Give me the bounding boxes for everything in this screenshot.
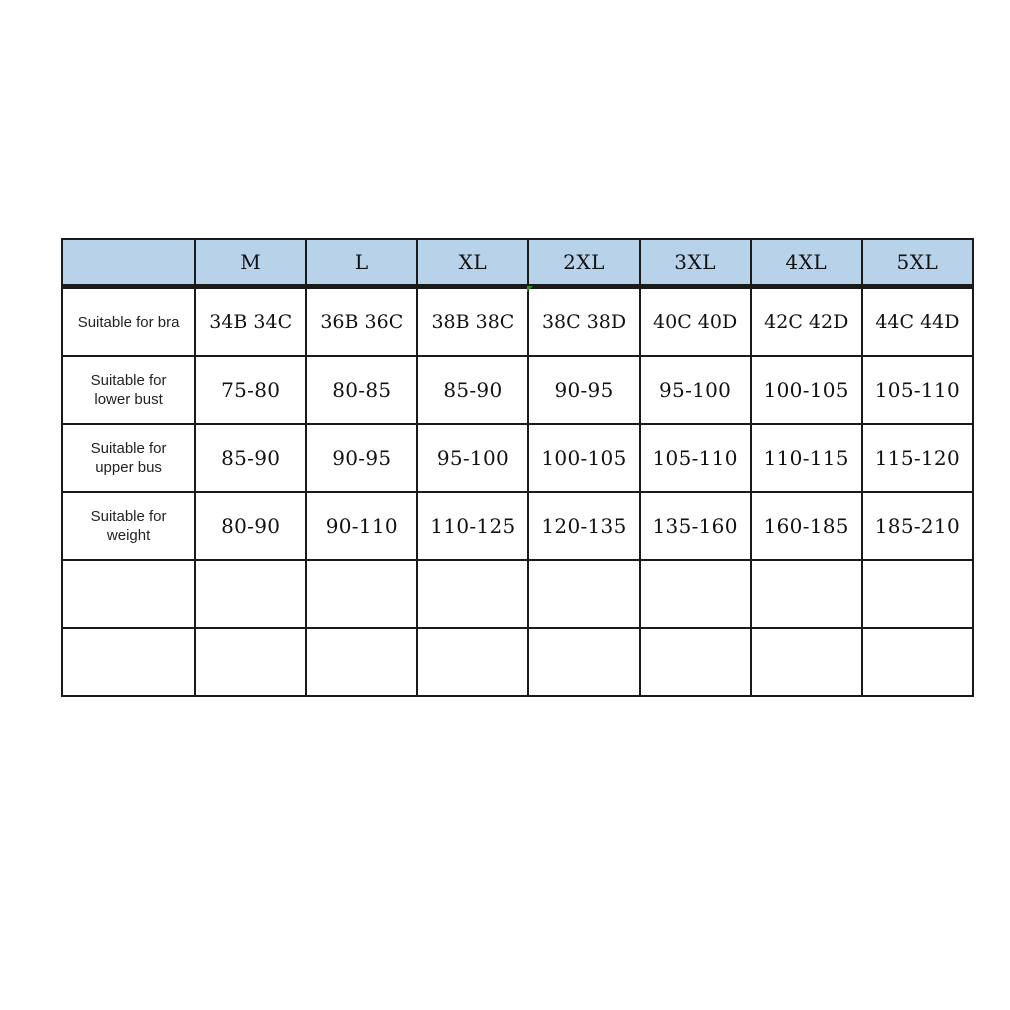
table-cell: 38B 38C [417,287,528,357]
table-cell [862,560,973,628]
table-cell: 100-105 [751,356,862,424]
table-cell: 75-80 [195,356,306,424]
table-cell: 85-90 [417,356,528,424]
row-label-line1: Suitable for [90,508,167,525]
table-cell [417,628,528,696]
table-cell: 40C 40D [640,287,751,357]
table-row-lower-bust [62,356,973,424]
row-label-line2: lower bust [94,391,163,408]
table-cell: 42C 42D [751,287,862,357]
table-row-empty [62,628,973,696]
table-cell: 95-100 [640,356,751,424]
table-row-empty [62,560,973,628]
table-cell [640,560,751,628]
row-label-line2: weight [106,527,151,544]
table-cell: 110-115 [751,424,862,492]
table-row-upper-bust [62,424,973,492]
cell-corner-marker [527,286,533,292]
row-label-line2: upper bus [95,459,162,476]
size-header-xl: XL [417,239,528,287]
row-label-line1: Suitable for [90,372,167,389]
table-cell [862,628,973,696]
row-label-lower-bust [62,356,195,424]
row-label-line1: Suitable for [90,440,167,457]
table-cell: 95-100 [417,424,528,492]
table-cell: 110-125 [417,492,528,560]
table-cell: 36B 36C [306,287,417,357]
table-cell [528,628,639,696]
table-cell: 90-110 [306,492,417,560]
table-cell [195,560,306,628]
table-cell: 90-95 [306,424,417,492]
row-label-empty [62,560,195,628]
row-label-bra [62,287,195,357]
header-row [62,239,973,287]
table-cell [417,560,528,628]
table-cell [195,628,306,696]
row-label-empty [62,628,195,696]
table-cell: 90-95 [528,356,639,424]
table-cell [751,628,862,696]
row-label-upper-bust [62,424,195,492]
size-header-5xl: 5XL [862,239,973,287]
table-cell: 38C 38D [528,287,639,357]
table-cell: 105-110 [640,424,751,492]
table-row-weight [62,492,973,560]
size-header-2xl: 2XL [528,239,639,287]
table-cell: 115-120 [862,424,973,492]
table-cell [306,628,417,696]
table-cell [306,560,417,628]
table-cell [640,628,751,696]
corner-cell [62,239,195,287]
size-header-4xl: 4XL [751,239,862,287]
table-cell: 120-135 [528,492,639,560]
table-cell: 80-90 [195,492,306,560]
size-header-l: L [306,239,417,287]
size-header-3xl: 3XL [640,239,751,287]
table-cell: 44C 44D [862,287,973,357]
table-row-bra [62,287,973,357]
table-cell [751,560,862,628]
size-chart-table [61,238,974,697]
table-cell: 34B 34C [195,287,306,357]
table-cell: 85-90 [195,424,306,492]
table-cell: 160-185 [751,492,862,560]
table-cell: 100-105 [528,424,639,492]
size-header-m: M [195,239,306,287]
table-cell: 135-160 [640,492,751,560]
table-cell: 105-110 [862,356,973,424]
table-cell [528,560,639,628]
table-cell: 185-210 [862,492,973,560]
row-label-weight [62,492,195,560]
table-cell: 80-85 [306,356,417,424]
row-label-line1: Suitable for bra [77,313,180,331]
